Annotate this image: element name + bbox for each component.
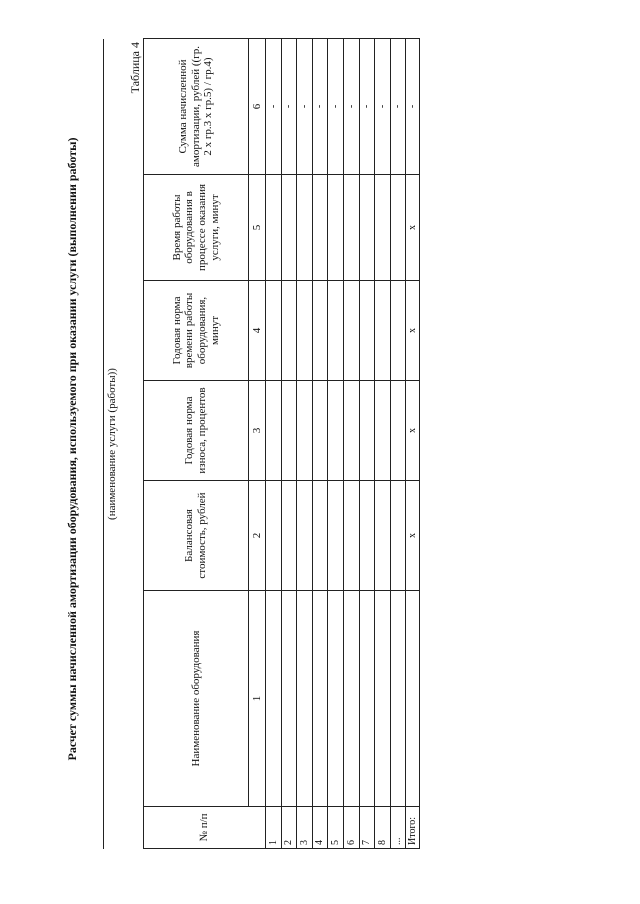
table-cell xyxy=(328,481,344,591)
table-cell xyxy=(343,591,359,807)
amortization-table xyxy=(143,38,420,849)
column-number: 1 xyxy=(249,591,266,807)
table-cell xyxy=(266,591,282,807)
table-row xyxy=(390,39,406,849)
row-number: 2 xyxy=(281,807,297,849)
table-cell xyxy=(297,481,313,591)
service-name-line xyxy=(103,39,104,849)
header-cell: № п/п xyxy=(144,807,266,849)
table-cell xyxy=(281,381,297,481)
table-cell xyxy=(312,381,328,481)
table-cell: х xyxy=(406,175,420,281)
header-cell: Наименование оборудования xyxy=(144,591,249,807)
row-number: 8 xyxy=(375,807,391,849)
table-cell xyxy=(390,381,406,481)
header-cell: Балансовая стоимость, рублей xyxy=(144,481,249,591)
table-cell: - xyxy=(343,39,359,175)
header-cell: Годовая норма времени работы оборудования, минут xyxy=(144,281,249,381)
table-cell xyxy=(266,281,282,381)
table-cell xyxy=(297,591,313,807)
column-number: 3 xyxy=(249,381,266,481)
table-cell xyxy=(359,175,375,281)
table-cell xyxy=(266,381,282,481)
table-cell xyxy=(375,591,391,807)
table-cell xyxy=(281,281,297,381)
table-cell: х xyxy=(406,481,420,591)
table-row xyxy=(266,39,282,849)
table-cell xyxy=(281,175,297,281)
table-cell xyxy=(343,175,359,281)
table-row xyxy=(297,39,313,849)
row-number: 7 xyxy=(359,807,375,849)
table-cell xyxy=(390,175,406,281)
table-cell xyxy=(281,481,297,591)
column-number: 5 xyxy=(249,175,266,281)
header-cell: Годовая норма износа, процентов xyxy=(144,381,249,481)
table-row xyxy=(328,39,344,849)
row-number: 3 xyxy=(297,807,313,849)
table-cell xyxy=(328,281,344,381)
table-cell xyxy=(297,175,313,281)
table-cell: х xyxy=(406,281,420,381)
table-row xyxy=(281,39,297,849)
table-cell: - xyxy=(406,39,420,175)
table-cell xyxy=(297,281,313,381)
table-row xyxy=(375,39,391,849)
header-cell: Сумма начисленной амортизации, рублей ((гр. 2 х гр.3 х гр.5) / гр.4) xyxy=(144,39,249,175)
table-row xyxy=(359,39,375,849)
table-cell xyxy=(359,481,375,591)
table-cell xyxy=(375,381,391,481)
table-cell xyxy=(390,281,406,381)
table-cell xyxy=(390,481,406,591)
table-cell xyxy=(390,591,406,807)
table-cell: - xyxy=(266,39,282,175)
column-number: 4 xyxy=(249,281,266,381)
table-cell xyxy=(343,381,359,481)
table-cell: - xyxy=(328,39,344,175)
table-cell: - xyxy=(297,39,313,175)
total-row xyxy=(406,39,420,849)
table-cell: - xyxy=(390,39,406,175)
table-cell xyxy=(343,281,359,381)
row-number: 5 xyxy=(328,807,344,849)
column-number: 2 xyxy=(249,481,266,591)
table-cell: х xyxy=(406,381,420,481)
total-label: Итого: xyxy=(406,807,420,849)
row-number: ... xyxy=(390,807,406,849)
table-cell xyxy=(359,381,375,481)
table-cell xyxy=(328,381,344,481)
table-cell xyxy=(375,481,391,591)
service-name-caption: (наименование услуги (работы)) xyxy=(106,368,118,520)
column-number: 6 xyxy=(249,39,266,175)
table-cell: - xyxy=(375,39,391,175)
table-cell xyxy=(343,481,359,591)
table-cell xyxy=(266,175,282,281)
row-number: 1 xyxy=(266,807,282,849)
header-row xyxy=(144,39,249,849)
row-number: 6 xyxy=(343,807,359,849)
table-cell xyxy=(312,481,328,591)
table-cell xyxy=(375,281,391,381)
table-cell xyxy=(312,281,328,381)
table-label: Таблица 4 xyxy=(128,42,142,94)
column-number-row xyxy=(249,39,266,849)
table-cell xyxy=(312,175,328,281)
table-cell xyxy=(312,591,328,807)
table-cell xyxy=(375,175,391,281)
table-cell xyxy=(359,281,375,381)
document-title: Расчет суммы начисленной амортизации оборудования, используемого при оказании услуги (выполнении работы) xyxy=(65,137,79,761)
table-cell xyxy=(328,175,344,281)
table-cell xyxy=(328,591,344,807)
table-cell xyxy=(281,591,297,807)
table-row xyxy=(343,39,359,849)
row-number: 4 xyxy=(312,807,328,849)
header-cell: Время работы оборудования в процессе оказания услуги, минут xyxy=(144,175,249,281)
table-cell xyxy=(406,591,420,807)
table-cell xyxy=(359,591,375,807)
table-cell xyxy=(297,381,313,481)
table-cell: - xyxy=(312,39,328,175)
table-cell: - xyxy=(281,39,297,175)
table-cell xyxy=(266,481,282,591)
table-row xyxy=(312,39,328,849)
table-cell: - xyxy=(359,39,375,175)
